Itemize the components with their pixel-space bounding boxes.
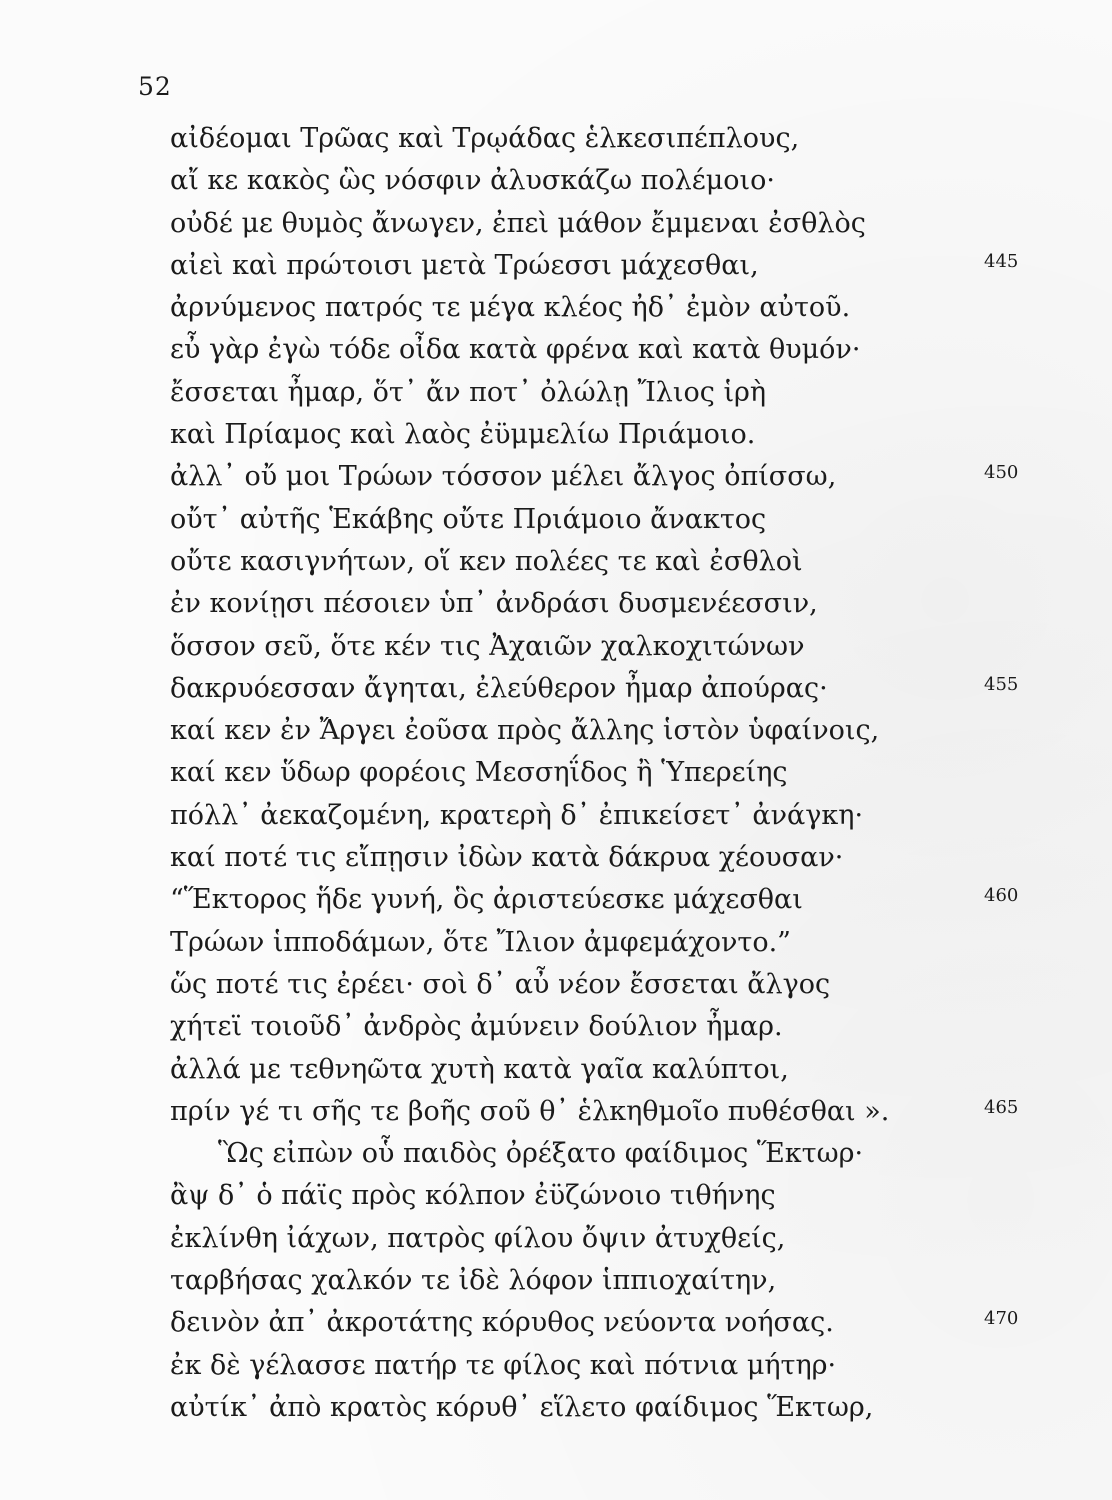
verse-line xyxy=(170,203,1050,245)
verse-line xyxy=(170,456,1050,498)
page-number: 52 xyxy=(138,72,172,101)
line-number: 450 xyxy=(984,462,1019,484)
verse-line xyxy=(170,118,1050,160)
verse-text: ἔσσεται ἦμαρ, ὅτ᾽ ἄν ποτ᾽ ὀλώλῃ Ἴλιος ἱρὴ xyxy=(170,376,767,408)
verse-text: καί κεν ὕδωρ φορέοις Μεσσηΐδος ἢ Ὑπερείης xyxy=(170,757,788,789)
verse-line xyxy=(170,1302,1050,1344)
verse-text: ἀρνύμενος πατρός τε μέγα κλέος ἠδ᾽ ἐμὸν αὐτοῦ. xyxy=(170,292,851,324)
verse-text: “Ἕκτορος ἥδε γυνή, ὃς ἀριστεύεσκε μάχεσθαι xyxy=(170,884,803,916)
verse-text: Τρώων ἱπποδάμων, ὅτε Ἴλιον ἀμφεμάχοντο.” xyxy=(170,926,791,958)
verse-text: πρίν γέ τι σῆς τε βοῆς σοῦ θ᾽ ἑλκηθμοῖο πυθέσθαι ». xyxy=(170,1095,890,1127)
verse-text: ἀλλά με τεθνηῶτα χυτὴ κατὰ γαῖα καλύπτοι, xyxy=(170,1053,789,1085)
line-number: 470 xyxy=(984,1308,1019,1330)
verse-line xyxy=(170,160,1050,202)
verse-line xyxy=(170,1006,1050,1048)
verse-line xyxy=(170,795,1050,837)
verse-text: ταρβήσας χαλκόν τε ἰδὲ λόφον ἱππιοχαίτην, xyxy=(170,1265,777,1297)
verse-list xyxy=(170,118,1050,1429)
verse-text: αὐτίκ᾽ ἀπὸ κρατὸς κόρυθ᾽ εἵλετο φαίδιμος Ἕκτωρ, xyxy=(170,1391,874,1423)
verse-text: ὅσσον σεῦ, ὅτε κέν τις Ἀχαιῶν χαλκοχιτώνων xyxy=(170,630,805,662)
verse-line xyxy=(170,752,1050,794)
verse-line xyxy=(170,710,1050,752)
verse-text: καί κεν ἐν Ἄργει ἐοῦσα πρὸς ἄλλης ἱστὸν ὑφαίνοις, xyxy=(170,715,880,747)
verse-line xyxy=(170,922,1050,964)
verse-text: οὔτ᾽ αὐτῆς Ἑκάβης οὔτε Πριάμοιο ἄνακτος xyxy=(170,503,767,535)
verse-line xyxy=(170,1133,1050,1175)
verse-text: Ὣς εἰπὼν οὗ παιδὸς ὀρέξατο φαίδιμος Ἕκτωρ· xyxy=(218,1138,864,1170)
verse-line xyxy=(170,583,1050,625)
verse-line xyxy=(170,1387,1050,1429)
verse-text: ἐκ δὲ γέλασσε πατήρ τε φίλος καὶ πότνια μήτηρ· xyxy=(170,1349,837,1381)
verse-line xyxy=(170,879,1050,921)
line-number: 445 xyxy=(984,250,1019,272)
verse-line xyxy=(170,287,1050,329)
verse-text: αἴ κε κακὸς ὣς νόσφιν ἀλυσκάζω πολέμοιο· xyxy=(170,165,775,197)
verse-line xyxy=(170,372,1050,414)
line-number: 455 xyxy=(984,673,1019,695)
verse-text: οὐδέ με θυμὸς ἄνωγεν, ἐπεὶ μάθον ἔμμεναι ἐσθλὸς xyxy=(170,207,866,239)
verse-text: ἂψ δ᾽ ὁ πάϊς πρὸς κόλπον ἐϋζώνοιο τιθήνης xyxy=(170,1180,776,1212)
verse-text: ὥς ποτέ τις ἐρέει· σοὶ δ᾽ αὖ νέον ἔσσεται ἄλγος xyxy=(170,968,831,1000)
line-number: 465 xyxy=(984,1096,1019,1118)
verse-line xyxy=(170,1175,1050,1217)
verse-line xyxy=(170,329,1050,371)
verse-line xyxy=(170,499,1050,541)
verse-text: δεινὸν ἀπ᾽ ἀκροτάτης κόρυθος νεύοντα νοήσας. xyxy=(170,1307,834,1339)
verse-line xyxy=(170,964,1050,1006)
verse-text: αἰδέομαι Τρῶας καὶ Τρῳάδας ἑλκεσιπέπλους, xyxy=(170,123,800,154)
verse-text: οὔτε κασιγνήτων, οἵ κεν πολέες τε καὶ ἐσθλοὶ xyxy=(170,545,803,577)
verse-text: ἐν κονίῃσι πέσοιεν ὑπ᾽ ἀνδράσι δυσμενέεσσιν, xyxy=(170,588,818,620)
verse-line xyxy=(170,541,1050,583)
verse-text: καὶ Πρίαμος καὶ λαὸς ἐϋμμελίω Πριάμοιο. xyxy=(170,419,756,451)
verse-text: ἀλλ᾽ οὔ μοι Τρώων τόσσον μέλει ἄλγος ὀπίσσω, xyxy=(170,461,837,493)
verse-line xyxy=(170,1218,1050,1260)
verse-line xyxy=(170,668,1050,710)
verse-text: εὖ γὰρ ἐγὼ τόδε οἶδα κατὰ φρένα καὶ κατὰ θυμόν· xyxy=(170,334,861,366)
line-number: 460 xyxy=(984,885,1019,907)
verse-text: ἐκλίνθη ἰάχων, πατρὸς φίλου ὄψιν ἀτυχθείς, xyxy=(170,1222,786,1254)
verse-line xyxy=(170,1091,1050,1133)
verse-line xyxy=(170,414,1050,456)
verse-line xyxy=(170,245,1050,287)
verse-text: καί ποτέ τις εἴπῃσιν ἰδὼν κατὰ δάκρυα χέουσαν· xyxy=(170,842,844,874)
verse-line xyxy=(170,626,1050,668)
verse-text: δακρυόεσσαν ἄγηται, ἐλεύθερον ἦμαρ ἀπούρας· xyxy=(170,672,828,704)
verse-line xyxy=(170,1049,1050,1091)
verse-text: αἰεὶ καὶ πρώτοισι μετὰ Τρώεσσι μάχεσθαι, xyxy=(170,249,759,281)
verse-line xyxy=(170,837,1050,879)
verse-line xyxy=(170,1260,1050,1302)
verse-text: χήτεϊ τοιοῦδ᾽ ἀνδρὸς ἀμύνειν δούλιον ἦμαρ. xyxy=(170,1011,783,1043)
verse-text: πόλλ᾽ ἀεκαζομένη, κρατερὴ δ᾽ ἐπικείσετ᾽ ἀνάγκη· xyxy=(170,799,864,831)
verse-line xyxy=(170,1345,1050,1387)
